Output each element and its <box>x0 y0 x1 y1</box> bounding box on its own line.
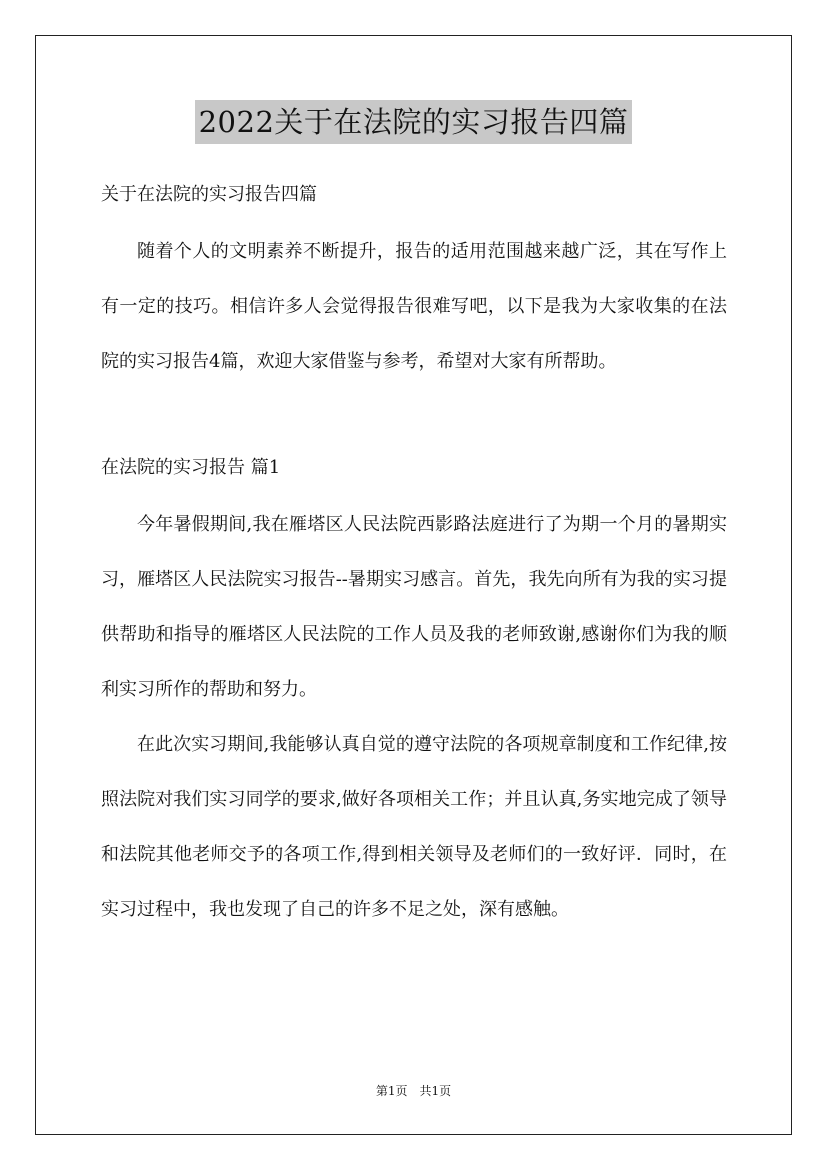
page-footer: 第1页 共1页 <box>375 1084 452 1098</box>
document-subtitle: 关于在法院的实习报告四篇 <box>101 184 317 205</box>
document-title-text: 2022关于在法院的实习报告四篇 <box>195 100 633 144</box>
body-paragraph: 在此次实习期间,我能够认真自觉的遵守法院的各项规章制度和工作纪律,按照法院对我们实习同学的要求,做好各项相关工作；并且认真,务实地完成了领导和法院其他老师交予的各项工作,得到相关领导及老师们的一致好评．同时，在实习过程中，我也发现了自己的许多不足之处，深有感触。 <box>101 734 727 920</box>
section-heading: 在法院的实习报告 篇1 <box>101 457 281 478</box>
intro-paragraph: 随着个人的文明素养不断提升，报告的适用范围越来越广泛，其在写作上有一定的技巧。相信许多人会觉得报告很难写吧，以下是我为大家收集的在法院的实习报告4篇，欢迎大家借鉴与参考，希望对大家有所帮助。 <box>101 241 727 372</box>
body-paragraph: 今年暑假期间,我在雁塔区人民法院西影路法庭进行了为期一个月的暑期实习，雁塔区人民法院实习报告--暑期实习感言。首先，我先向所有为我的实习提供帮助和指导的雁塔区人民法院的工作人员及我的老师致谢,感谢你们为我的顺利实习所作的帮助和努力。 <box>101 514 727 700</box>
document-title <box>0 100 827 144</box>
document-body <box>101 176 727 937</box>
